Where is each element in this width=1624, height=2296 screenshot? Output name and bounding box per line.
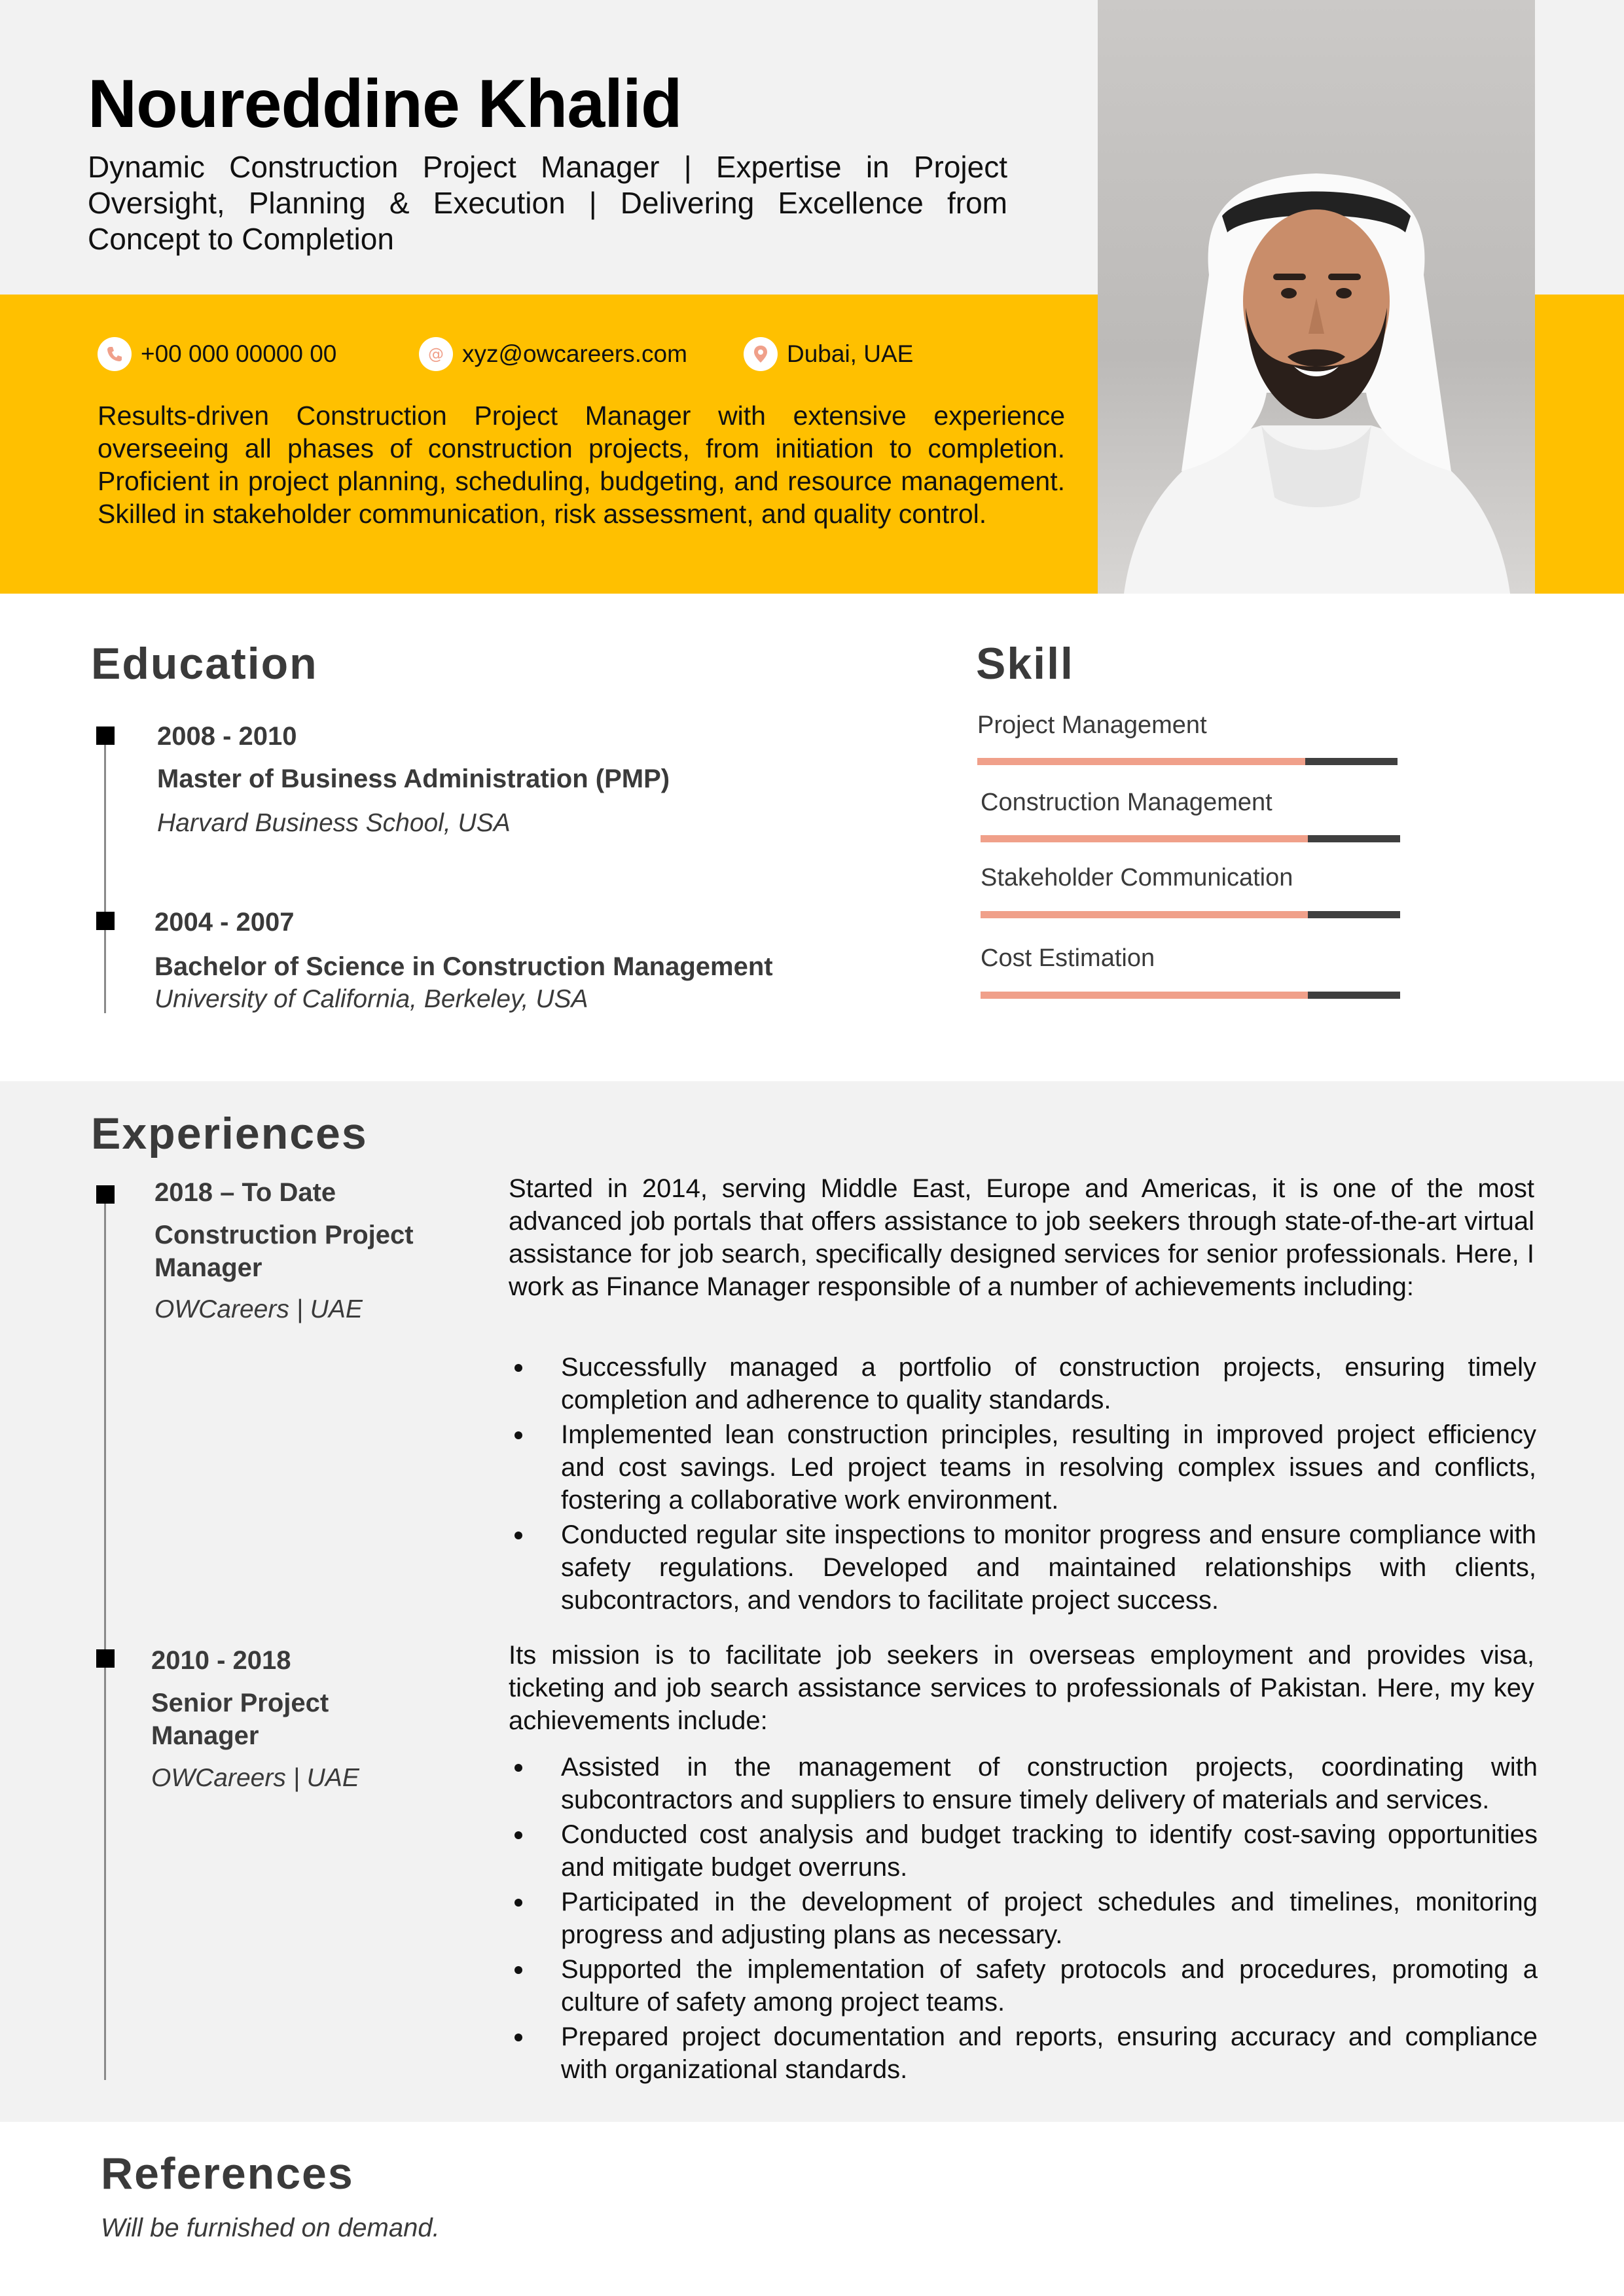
experience-company: OWCareers | UAE — [154, 1295, 363, 1323]
achievement-item: Conducted regular site inspections to monitor progress and ensure compliance with safety regulations. Developed and maintained relationships with clients, subcontractors, and vendors to facilitate project success. — [509, 1518, 1536, 1617]
timeline-marker — [96, 726, 115, 745]
phone-text: +00 000 00000 00 — [141, 340, 337, 367]
experiences-title: Experiences — [91, 1109, 368, 1158]
experience-description: Started in 2014, serving Middle East, Europe and Americas, it is one of the most advanced job portals that offers assistance to job seekers through state-of-the-art virtual assistance for job search, specifically designed services for senior professionals. Here, I work as Finance Manager responsible of a number of achievements including: — [509, 1174, 1534, 1301]
experience-role: Senior Project Manager — [151, 1689, 329, 1750]
achievement-item: Implemented lean construction principles, resulting in improved project efficiency and cost savings. Led project teams in resolving complex issues and conflicts, fostering a collaborative work environment. — [509, 1418, 1536, 1516]
skill-name: Project Management — [977, 711, 1207, 739]
contact-phone[interactable] — [98, 337, 336, 371]
timeline-marker — [96, 1649, 115, 1668]
candidate-name: Noureddine Khalid — [88, 66, 682, 142]
skill-fill — [977, 758, 1305, 765]
skill-name: Stakeholder Communication — [981, 864, 1293, 891]
timeline-marker — [96, 1185, 115, 1204]
education-school: University of California, Berkeley, USA — [154, 985, 588, 1013]
experience-company: OWCareers | UAE — [151, 1764, 359, 1792]
location-icon — [744, 337, 778, 371]
contact-location — [744, 337, 913, 371]
skill-fill — [981, 992, 1308, 999]
references-text: Will be furnished on demand. — [101, 2214, 440, 2242]
profile-photo — [1098, 0, 1535, 594]
achievement-item: Successfully managed a portfolio of construction projects, ensuring timely completion and adherence to quality standards. — [509, 1351, 1536, 1416]
education-years: 2008 - 2010 — [157, 722, 297, 751]
professional-summary: Results-driven Construction Project Manager with extensive experience overseeing all phases of construction projects, from initiation to completion. Proficient in project planning, scheduling, budgeting, and resource management. Skilled in stakeholder communication, risk assessment, and quality control. — [98, 401, 1065, 529]
education-years: 2004 - 2007 — [154, 908, 295, 937]
education-school: Harvard Business School, USA — [157, 809, 511, 837]
achievement-item: Prepared project documentation and reports, ensuring accuracy and compliance with organizational standards. — [509, 2020, 1538, 2086]
skill-fill — [981, 835, 1308, 842]
contact-email[interactable] — [419, 337, 687, 371]
references-title: References — [101, 2149, 354, 2198]
location-text: Dubai, UAE — [787, 340, 914, 367]
education-title: Education — [91, 639, 318, 689]
education-degree: Bachelor of Science in Construction Management — [154, 952, 773, 981]
achievement-item: Conducted cost analysis and budget tracking to identify cost-saving opportunities and mitigate budget overruns. — [509, 1818, 1538, 1884]
experience-role: Construction Project Manager — [154, 1221, 414, 1282]
education-degree: Master of Business Administration (PMP) — [157, 764, 670, 793]
email-icon — [419, 337, 453, 371]
portrait-illustration — [1098, 0, 1535, 594]
experience-years: 2018 – To Date — [154, 1178, 336, 1207]
skill-name: Construction Management — [981, 789, 1272, 816]
skill-bar — [981, 911, 1400, 918]
skill-bar — [981, 992, 1400, 999]
experience-achievements — [509, 1751, 1538, 2088]
phone-icon — [98, 337, 132, 371]
svg-text:@: @ — [428, 345, 444, 363]
experience-years: 2010 - 2018 — [151, 1646, 291, 1675]
skill-fill — [981, 911, 1308, 918]
experience-timeline — [104, 1202, 106, 2080]
skill-bar — [977, 758, 1398, 765]
experience-description: Its mission is to facilitate job seekers in overseas employment and provides visa, ticketing and job search assistance services to professionals of Pakistan. Here, my key achievements include: — [509, 1641, 1534, 1735]
achievement-item: Assisted in the management of construction projects, coordinating with subcontractors and suppliers to ensure timely delivery of materials and services. — [509, 1751, 1538, 1816]
skill-bar — [981, 835, 1400, 842]
skill-title: Skill — [976, 639, 1074, 689]
email-text: xyz@owcareers.com — [462, 340, 687, 367]
skill-name: Cost Estimation — [981, 944, 1155, 972]
achievement-item: Participated in the development of project schedules and timelines, monitoring progress and adjusting plans as necessary. — [509, 1886, 1538, 1951]
experience-achievements — [509, 1351, 1536, 1619]
candidate-tagline: Dynamic Construction Project Manager | Expertise in Project Oversight, Planning & Execution | Delivering Excellence from Concept to Completion — [88, 150, 1007, 256]
education-timeline — [104, 737, 106, 1013]
achievement-item: Supported the implementation of safety protocols and procedures, promoting a culture of safety among project teams. — [509, 1953, 1538, 2018]
timeline-marker — [96, 912, 115, 930]
